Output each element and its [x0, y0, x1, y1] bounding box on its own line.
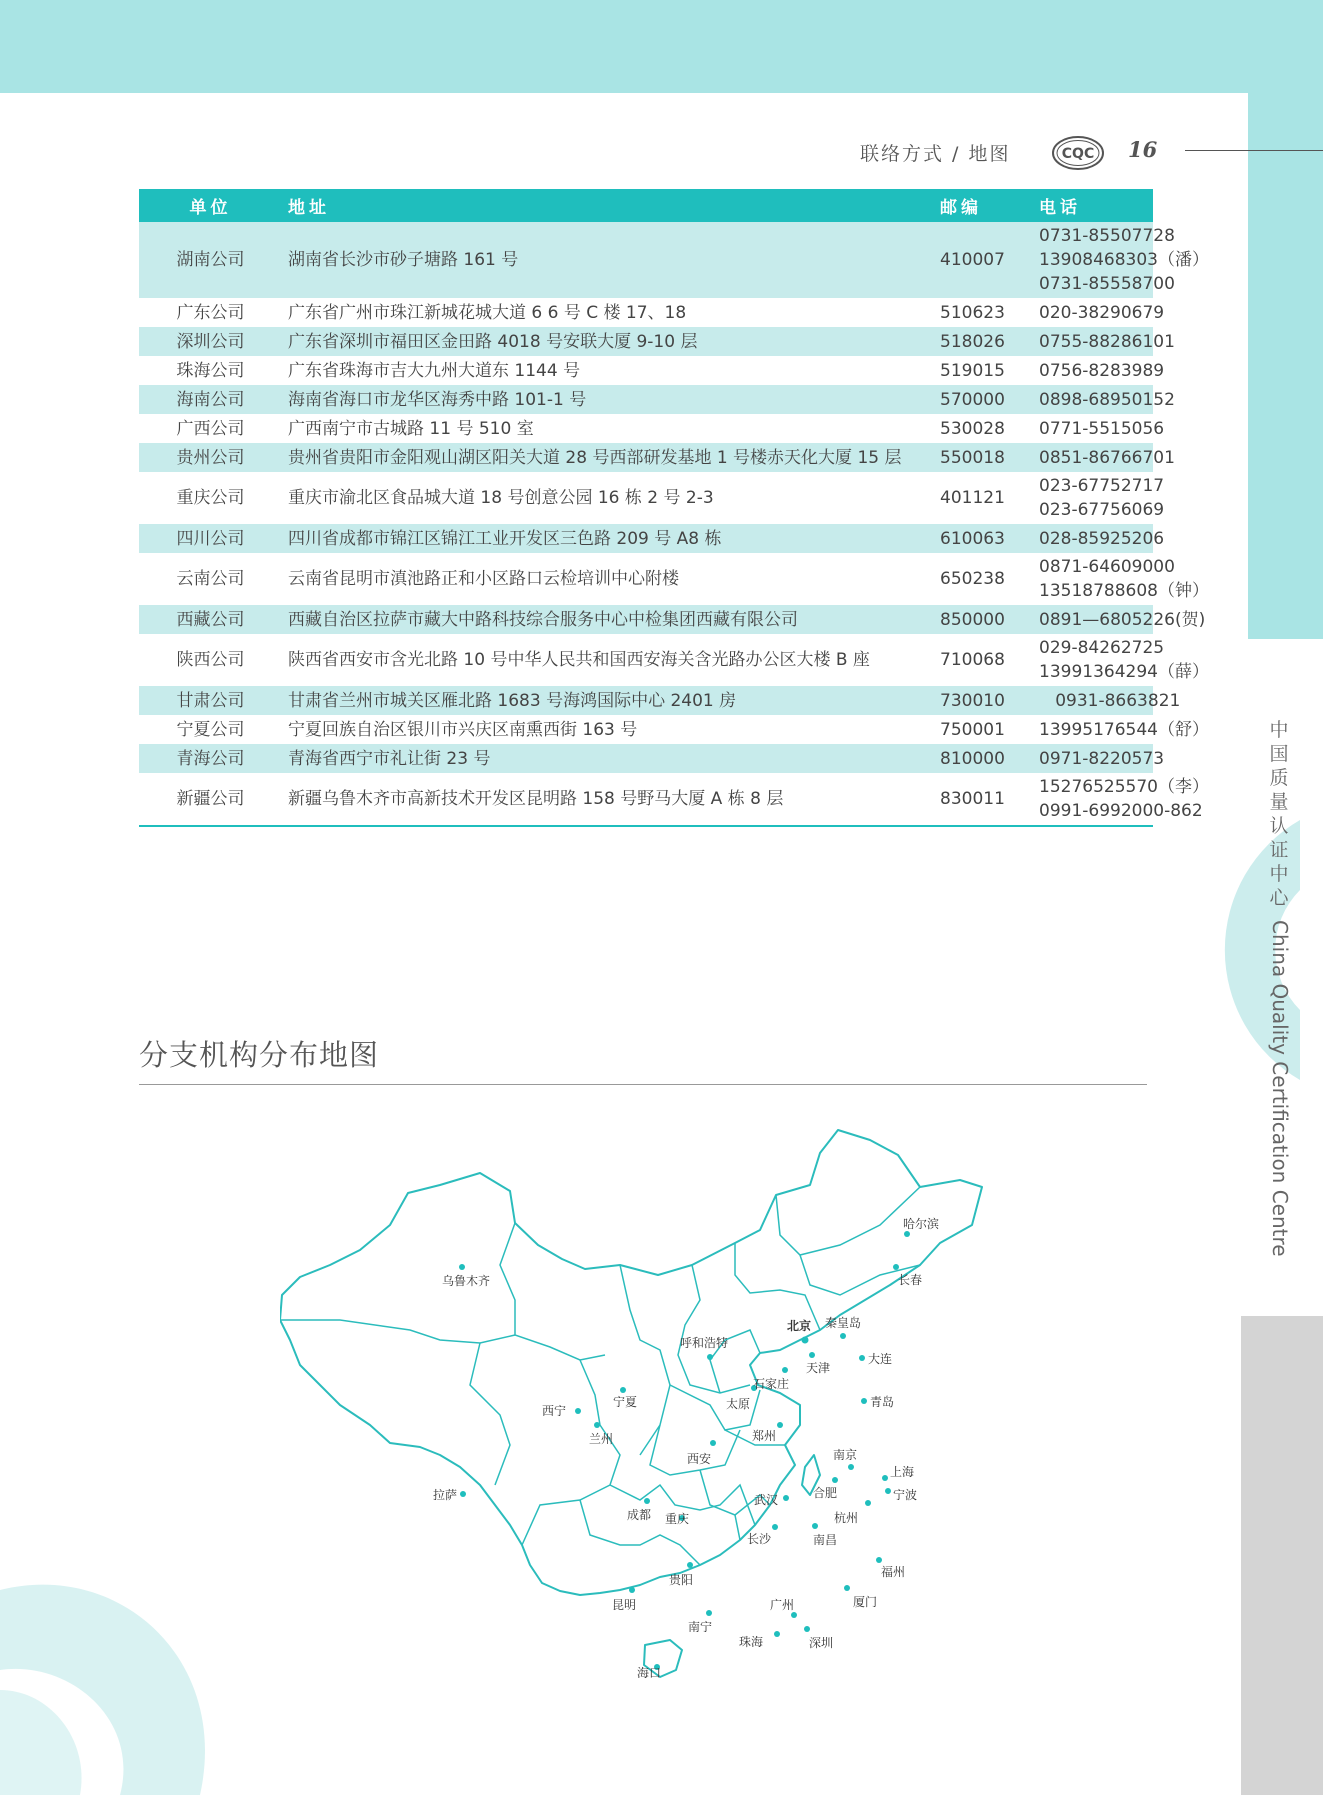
phone-line: 028-85925206 — [1039, 528, 1165, 549]
cell-address: 广东省深圳市福田区金田路 4018 号安联大厦 9-10 层 — [282, 327, 940, 356]
cell-unit: 湖南公司 — [139, 222, 282, 298]
city-dot-shenzhen — [804, 1626, 810, 1632]
page-number: 16 — [1128, 137, 1158, 162]
header-phone: 电话 — [1037, 189, 1153, 222]
cell-address: 广西南宁市古城路 11 号 510 室 — [288, 418, 534, 439]
cell-unit: 云南公司 — [176, 569, 245, 589]
table-row — [139, 553, 1153, 605]
city-dot-hefei — [832, 1477, 838, 1483]
city-dot-hohhot — [707, 1354, 713, 1360]
city-label-xining: 西宁 — [542, 1404, 567, 1418]
phone-line: 020-38290679 — [1039, 302, 1165, 323]
cell-unit: 深圳公司 — [139, 327, 282, 356]
cell-zip: 730010 — [940, 686, 1037, 715]
table-row — [139, 443, 1153, 472]
city-dot-qingdao — [861, 1398, 867, 1404]
cell-address: 甘肃省兰州市城关区雁北路 1683 号海鸿国际中心 2401 房 — [282, 686, 940, 715]
phone-line: 023-67756069 — [1039, 500, 1165, 520]
city-label-changsha: 长沙 — [747, 1532, 772, 1546]
cell-phone — [1037, 686, 1181, 715]
cell-unit: 广西公司 — [176, 418, 245, 439]
city-label-changchun: 长春 — [898, 1273, 923, 1287]
city-dot-harbin — [904, 1231, 910, 1237]
city-dot-zhuhai — [774, 1631, 780, 1637]
cell-zip: 650238 — [940, 569, 1005, 589]
city-label-shenzhen: 深圳 — [809, 1636, 834, 1650]
cell-address: 宁夏回族自治区银川市兴庆区南熏西街 163 号 — [288, 719, 638, 740]
table-row — [139, 472, 1153, 524]
cell-zip: 850000 — [940, 605, 1037, 634]
city-label-zhengzhou: 郑州 — [752, 1429, 777, 1443]
city-label-harbin: 哈尔滨 — [903, 1217, 940, 1231]
city-label-taiyuan: 太原 — [726, 1397, 751, 1411]
table-row — [139, 773, 1153, 826]
china-branch-map — [280, 1125, 990, 1710]
cell-zip: 610063 — [940, 524, 1037, 553]
cell-address: 新疆乌鲁木齐市高新技术开发区昆明路 158 号野马大厦 A 栋 8 层 — [282, 773, 940, 826]
cell-phone — [1037, 634, 1209, 686]
city-label-dalian: 大连 — [868, 1352, 893, 1366]
city-label-qingdao: 青岛 — [870, 1395, 895, 1409]
city-dot-xiamen — [844, 1585, 850, 1591]
cell-address: 海南省海口市龙华区海秀中路 101-1 号 — [282, 385, 940, 414]
city-dot-xining — [575, 1408, 581, 1414]
city-dot-guiyang — [687, 1562, 693, 1568]
section-rule — [139, 1084, 1147, 1085]
phone-line: 0756-8283989 — [1039, 360, 1165, 381]
city-label-ningbo: 宁波 — [893, 1488, 918, 1502]
cell-unit: 宁夏公司 — [176, 719, 245, 740]
city-label-zhuhai: 珠海 — [739, 1635, 764, 1649]
cell-unit: 陕西公司 — [176, 650, 245, 670]
contacts-body — [139, 222, 1209, 826]
cell-zip: 830011 — [940, 773, 1037, 826]
side-cn-char: 心 — [1269, 887, 1289, 909]
city-dot-nanchang — [812, 1523, 818, 1529]
city-dot-chengdu — [644, 1498, 650, 1504]
cqc-logo-icon — [1050, 135, 1106, 171]
city-label-shanghai: 上海 — [890, 1465, 915, 1479]
table-header-row — [139, 189, 1153, 222]
cell-phone — [1037, 414, 1165, 443]
side-title-en: China Quality Certification Centre — [1268, 920, 1292, 1257]
cell-address: 广东省广州市珠江新城花城大道 6 6 号 C 楼 17、18 — [288, 302, 687, 323]
cell-unit: 海南公司 — [139, 385, 282, 414]
phone-line: 13995176544（舒） — [1039, 719, 1209, 740]
cell-phone — [1037, 773, 1209, 826]
phone-line: 0991-6992000-862 — [1039, 801, 1203, 821]
phone-line: 0731-85507728 — [1039, 226, 1175, 246]
table-row — [139, 715, 1153, 744]
cell-zip: 550018 — [940, 443, 1037, 472]
cell-phone — [1037, 744, 1165, 773]
cell-unit: 甘肃公司 — [139, 686, 282, 715]
logo-text: CQC — [1061, 146, 1095, 162]
city-dot-wuhan — [783, 1495, 789, 1501]
table-row — [139, 385, 1153, 414]
side-title — [1268, 718, 1298, 1257]
phone-line: 0891—6805226(贺) — [1039, 609, 1206, 630]
cell-phone — [1037, 327, 1175, 356]
section-title: 分支机构分布地图 — [139, 1038, 380, 1072]
side-cn-char: 中 — [1269, 719, 1289, 741]
cell-unit: 贵州公司 — [139, 443, 282, 472]
city-label-tianjin: 天津 — [806, 1361, 831, 1375]
cell-phone — [1037, 298, 1165, 327]
side-cn-char: 质 — [1269, 767, 1289, 789]
cell-phone — [1037, 605, 1206, 634]
phone-line: 0771-5515056 — [1039, 418, 1165, 439]
city-dot-changsha — [772, 1524, 778, 1530]
side-cn-char: 认 — [1269, 815, 1289, 837]
phone-line: 0731-85558700 — [1039, 274, 1175, 294]
city-dot-dalian — [859, 1355, 865, 1361]
cell-address: 四川省成都市锦江区锦江工业开发区三色路 209 号 A8 栋 — [282, 524, 940, 553]
city-dot-lanzhou — [594, 1422, 600, 1428]
city-label-hohhot: 呼和浩特 — [680, 1336, 729, 1350]
page-header — [860, 135, 1160, 171]
table-row — [139, 356, 1153, 385]
phone-line: 15276525570（李） — [1039, 777, 1209, 797]
cell-zip: 410007 — [940, 222, 1037, 298]
city-label-chengdu: 成都 — [627, 1508, 652, 1522]
city-dot-beijing — [802, 1337, 809, 1344]
cell-zip: 401121 — [940, 488, 1005, 508]
cell-unit: 广东公司 — [176, 302, 245, 323]
cell-address: 云南省昆明市滇池路正和小区路口云检培训中心附楼 — [288, 569, 679, 589]
city-label-yinchuan: 宁夏 — [613, 1395, 638, 1409]
city-dot-nanjing — [848, 1464, 854, 1470]
cell-unit: 珠海公司 — [176, 360, 245, 381]
city-dot-nanning — [706, 1610, 712, 1616]
city-label-hefei: 合肥 — [813, 1486, 838, 1500]
cell-zip: 519015 — [940, 360, 1005, 381]
phone-line: 0931-8663821 — [1039, 690, 1181, 711]
city-label-nanjing: 南京 — [833, 1448, 858, 1462]
city-dot-changchun — [893, 1264, 899, 1270]
cell-zip: 518026 — [940, 327, 1037, 356]
table-row — [139, 327, 1153, 356]
city-dot-zhengzhou — [777, 1422, 783, 1428]
phone-line: 13991364294（薛） — [1039, 662, 1209, 682]
phone-line: 029-84262725 — [1039, 638, 1165, 658]
city-label-wuhan: 武汉 — [754, 1493, 779, 1507]
cell-address: 湖南省长沙市砂子塘路 161 号 — [282, 222, 940, 298]
cell-phone — [1037, 553, 1209, 605]
cell-phone — [1037, 385, 1175, 414]
cell-address: 陕西省西安市含光北路 10 号中华人民共和国西安海关含光路办公区大楼 B 座 — [288, 650, 870, 670]
phone-line: 13518788608（钟） — [1039, 581, 1209, 601]
city-label-xiamen: 厦门 — [853, 1595, 878, 1609]
city-dot-guangzhou — [791, 1612, 797, 1618]
city-dot-tianjin — [809, 1352, 815, 1358]
table-row — [139, 524, 1153, 553]
table-row — [139, 605, 1153, 634]
cell-zip: 710068 — [940, 650, 1005, 670]
phone-line: 0971-8220573 — [1039, 748, 1165, 769]
phone-line: 0851-86766701 — [1039, 447, 1175, 468]
cell-phone — [1037, 715, 1209, 744]
city-label-guiyang: 贵阳 — [669, 1573, 694, 1587]
city-label-shijiazhuang: 石家庄 — [753, 1377, 790, 1391]
city-label-chongqing: 重庆 — [665, 1512, 690, 1526]
city-label-fuzhou: 福州 — [881, 1565, 906, 1579]
header-unit: 单位 — [139, 189, 282, 222]
city-dot-shijiazhuang — [782, 1367, 788, 1373]
header-zip: 邮编 — [940, 189, 1037, 222]
phone-line: 0871-64609000 — [1039, 557, 1175, 577]
phone-line: 023-67752717 — [1039, 476, 1165, 496]
side-cn-char: 国 — [1269, 743, 1289, 765]
city-dot-kunming — [629, 1587, 635, 1593]
cell-unit: 四川公司 — [139, 524, 282, 553]
cell-address: 广东省珠海市吉大九州大道东 1144 号 — [288, 360, 581, 381]
city-label-xian: 西安 — [687, 1452, 712, 1466]
city-label-nanchang: 南昌 — [813, 1533, 838, 1547]
contacts-table — [139, 189, 1209, 827]
city-dot-hangzhou — [865, 1500, 871, 1506]
cell-phone — [1037, 222, 1209, 298]
side-cn-char: 证 — [1269, 839, 1289, 861]
city-dot-yinchuan — [620, 1387, 626, 1393]
city-dot-lhasa — [460, 1491, 466, 1497]
phone-line: 0755-88286101 — [1039, 331, 1175, 352]
city-label-hangzhou: 杭州 — [834, 1511, 859, 1525]
header-address: 地址 — [282, 189, 940, 222]
city-label-haikou: 海口 — [637, 1666, 662, 1680]
city-dot-xian — [710, 1440, 716, 1446]
city-label-nanning: 南宁 — [688, 1620, 713, 1634]
cell-phone — [1037, 472, 1165, 524]
city-label-qinhuangdao: 秦皇岛 — [825, 1316, 862, 1330]
cell-phone — [1037, 443, 1175, 472]
cell-zip: 810000 — [940, 744, 1037, 773]
city-dot-shanghai — [882, 1475, 888, 1481]
phone-line: 13908468303（潘） — [1039, 250, 1209, 270]
table-row — [139, 634, 1153, 686]
city-dot-ningbo — [885, 1488, 891, 1494]
cell-unit: 新疆公司 — [139, 773, 282, 826]
city-dot-urumqi — [459, 1264, 465, 1270]
phone-line: 0898-68950152 — [1039, 389, 1175, 410]
side-cn-char: 量 — [1269, 791, 1289, 813]
city-label-lhasa: 拉萨 — [433, 1488, 458, 1502]
header-title: 联络方式 / 地图 — [860, 143, 1011, 165]
cell-address: 贵州省贵阳市金阳观山湖区阳关大道 28 号西部研发基地 1 号楼赤天化大厦 15 层 — [282, 443, 940, 472]
city-label-urumqi: 乌鲁木齐 — [442, 1274, 491, 1288]
city-label-kunming: 昆明 — [612, 1598, 637, 1612]
cell-unit: 重庆公司 — [176, 488, 245, 508]
cell-phone — [1037, 524, 1165, 553]
cell-zip: 750001 — [940, 719, 1005, 740]
city-dot-fuzhou — [876, 1557, 882, 1563]
cell-unit: 青海公司 — [139, 744, 282, 773]
table-row — [139, 222, 1153, 298]
cell-address: 西藏自治区拉萨市藏大中路科技综合服务中心中检集团西藏有限公司 — [282, 605, 940, 634]
side-title-cn — [1268, 718, 1298, 910]
cell-phone — [1037, 356, 1165, 385]
cell-address: 青海省西宁市礼让街 23 号 — [282, 744, 940, 773]
cell-address: 重庆市渝北区食品城大道 18 号创意公园 16 栋 2 号 2-3 — [288, 488, 714, 508]
city-label-guangzhou: 广州 — [770, 1598, 795, 1612]
table-row — [139, 686, 1153, 715]
cell-zip: 510623 — [940, 302, 1005, 323]
table-row — [139, 414, 1153, 443]
cell-zip: 570000 — [940, 385, 1037, 414]
city-dot-qinhuangdao — [840, 1333, 846, 1339]
header-rule — [1185, 150, 1323, 151]
side-cn-char: 中 — [1269, 863, 1289, 885]
cell-zip: 530028 — [940, 418, 1005, 439]
table-row — [139, 744, 1153, 773]
table-row — [139, 298, 1153, 327]
cell-unit: 西藏公司 — [139, 605, 282, 634]
city-label-beijing: 北京 — [787, 1319, 812, 1333]
city-label-lanzhou: 兰州 — [589, 1432, 614, 1446]
